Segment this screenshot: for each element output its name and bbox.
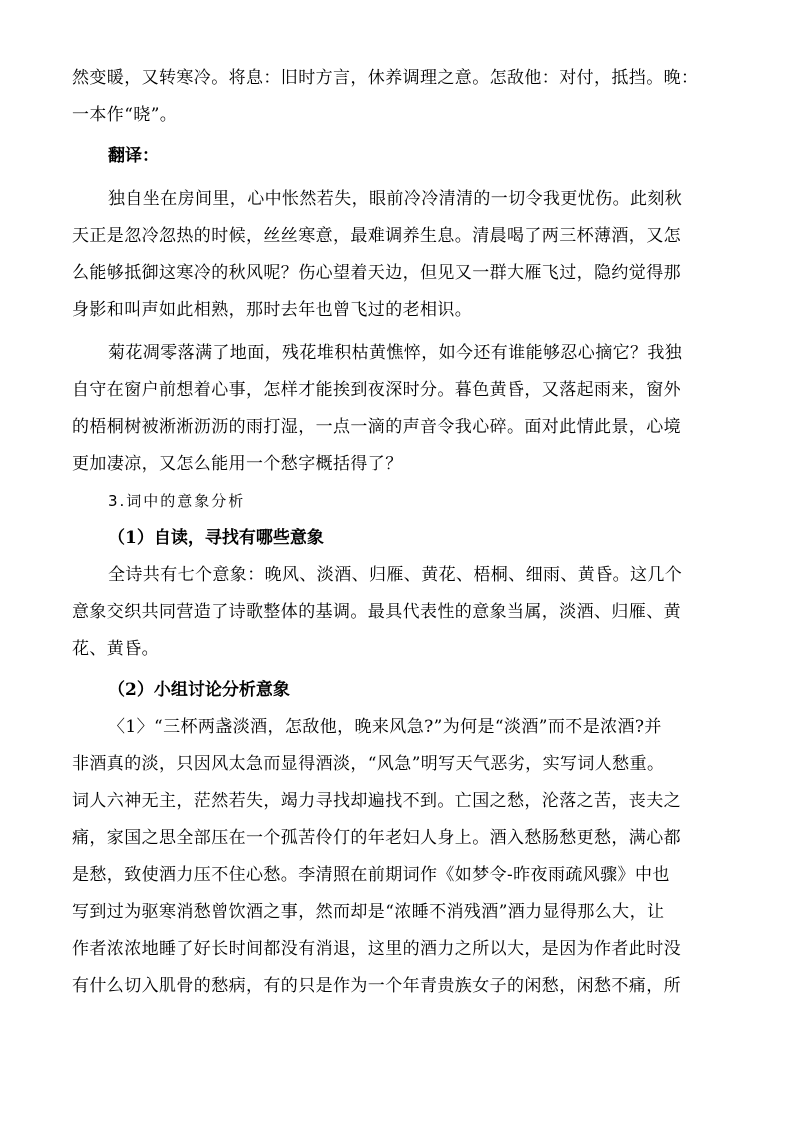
text-line: 天正是忽冷忽热的时候，丝丝寒意，最难调养生息。清晨喝了两三杯薄酒，又怎 — [72, 226, 681, 246]
text-line: 词人六神无主，茫然若失，竭力寻找却遍找不到。亡国之愁，沦落之苦，丧夫之 — [72, 791, 681, 811]
text-line: 全诗共有七个意象：晚风、淡酒、归雁、黄花、梧桐、细雨、黄昏。这几个 — [108, 565, 683, 585]
subsection-2-paragraph — [72, 709, 740, 1005]
text-line: 写到过为驱寒消愁曾饮酒之事，然而却是“浓睡不消残酒”酒力显得那么大，让 — [72, 902, 665, 922]
section-3-title: 3.词中的意象分析 — [108, 492, 246, 510]
text-line: 的梧桐树被淅淅沥沥的雨打湿，一点一滴的声音令我心碎。面对此情此景，心境 — [72, 417, 681, 437]
translation-paragraph-1 — [72, 181, 740, 329]
text-line: 么能够抵御这寒冷的秋风呢？伤心望着天边，但见又一群大雁飞过，隐约觉得那 — [72, 263, 681, 283]
text-line: 花、黄昏。 — [72, 639, 159, 659]
text-line: 自守在窗户前想着心事，怎样才能挨到夜深时分。暮色黄昏，又落起雨来，窗外 — [72, 380, 681, 400]
translation-heading: 翻译： — [108, 146, 159, 166]
document-page — [72, 60, 740, 1005]
text-line: 有什么切入肌骨的愁病，有的只是作为一个年青贵族女子的闲愁，闲愁不痛，所 — [72, 976, 681, 996]
subsection-1-paragraph — [72, 557, 740, 668]
translation-paragraph-2 — [72, 335, 740, 483]
text-line: 作者浓浓地睡了好长时间都没有消退，这里的酒力之所以大，是因为作者此时没 — [72, 939, 681, 959]
text-line: 痛，家国之思全部压在一个孤苦伶仃的年老妇人身上。酒入愁肠愁更愁，满心都 — [72, 828, 681, 848]
notes-line-1: 然变暖，又转寒冷。将息：旧时方言，休养调理之意。怎敌他：对付，抵挡。晚： — [72, 68, 699, 88]
text-line: 意象交织共同营造了诗歌整体的基调。最具代表性的意象当属，淡酒、归雁、黄 — [72, 602, 681, 622]
text-line: 是愁，致使酒力压不住心愁。李清照在前期词作《如梦令-昨夜雨疏风骤》中也 — [72, 865, 670, 885]
text-line: 〈1〉“三杯两盏淡酒，怎敌他，晚来风急?”为何是“淡酒”而不是浓酒?并 — [108, 717, 662, 737]
text-line: 独自坐在房间里，心中怅然若失，眼前冷冷清清的一切令我更忧伤。此刻秋 — [108, 189, 683, 209]
subsection-2-heading: （2）小组讨论分析意象 — [108, 680, 290, 700]
text-line: 非酒真的淡，只因风太急而显得酒淡，“风急”明写天气恶劣，实写词人愁重。 — [72, 754, 665, 774]
subsection-1-heading: （1）自读，寻找有哪些意象 — [108, 528, 324, 548]
notes-line-2: 一本作“晓”。 — [72, 105, 178, 125]
text-line: 菊花凋零落满了地面，残花堆积枯黄憔悴，如今还有谁能够忍心摘它？我独 — [108, 343, 683, 363]
text-line: 身影和叫声如此相熟，那时去年也曾飞过的老相识。 — [72, 300, 473, 320]
text-line: 更加凄凉，又怎么能用一个愁字概括得了？ — [72, 454, 403, 474]
